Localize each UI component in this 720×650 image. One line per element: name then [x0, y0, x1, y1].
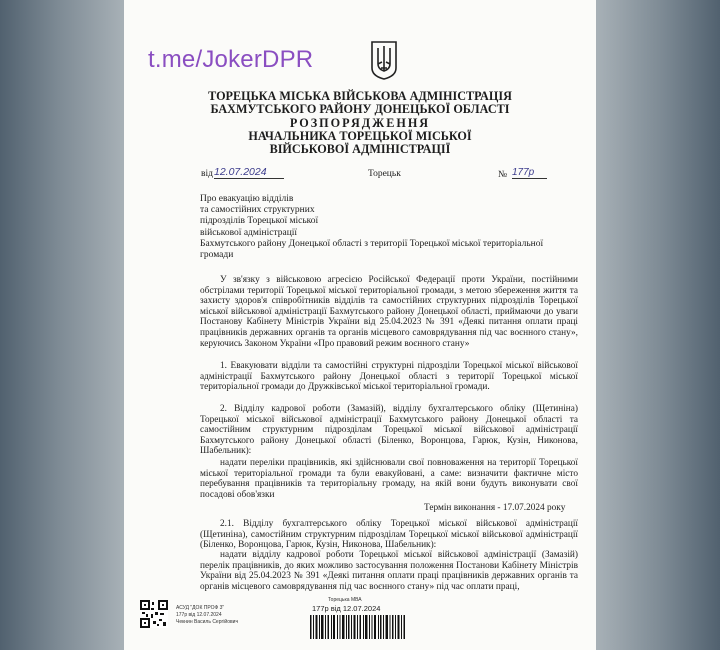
subject-line: підрозділів Торецької міської — [200, 216, 319, 227]
header-line-3: РОЗПОРЯДЖЕННЯ — [289, 116, 431, 130]
qr-code-icon — [140, 600, 168, 628]
date-label: від — [201, 169, 213, 179]
number-label: № — [498, 170, 508, 180]
paragraph-2-1: 2.1. Відділу бухгалтерського обліку Торецької міської військової адміністрації (Щетиніна), самостійним структурним підрозділам Торецької міської військової адміністрації (Біленко, Воронцова, Гарюк, Кузін, Никонова, Шабельник): — [200, 519, 578, 551]
subject-line: військової адміністрації — [200, 227, 298, 238]
registration-stamp — [176, 605, 238, 626]
stamp-number: 177р від 12.07.2024 — [176, 612, 222, 618]
paragraph-1: 1. Евакуювати відділи та самостійні структурні підрозділи Торецької міської військової адміністрації Бахмутського району Донецької області з території Торецької міської територіальної громади до Дружківської міської територіальної громади. — [200, 361, 578, 393]
document-page — [124, 0, 596, 650]
subject-line: Бахмутського району Донецької області з території Торецької міської територіальної — [200, 238, 544, 249]
deadline: Термін виконання - 17.07.2024 року — [424, 503, 566, 513]
stamp-system: АСУД "ДОК ПРОФ 3" — [176, 605, 225, 611]
header-line-1: ТОРЕЦЬКА МІСЬКА ВІЙСЬКОВА АДМІНІСТРАЦІЯ — [208, 89, 512, 103]
city: Торецьк — [368, 169, 401, 179]
stamp-signer: Чекнин Василь Сергійович — [176, 619, 239, 625]
trident-emblem-icon — [370, 38, 398, 80]
date-value: 12.07.2024 — [214, 166, 284, 179]
subject-line: громади — [200, 250, 234, 261]
subject-line: Про евакуацію відділів — [200, 194, 294, 204]
subject-line: та самостійних структурних — [200, 205, 315, 216]
watermark: t.me/JokerDPR — [148, 46, 314, 73]
paragraph-2-task: надати переліки працівників, які здійснювали свої повноваження на території Торецької міської територіальної громади та були евакуйовані, а саме: визначити фактичне місто перебування працівників та територіальну громаду, на якій вони будуть виконувати свої посадові обов'язки — [200, 458, 578, 500]
subject-block — [200, 194, 580, 261]
barcode-icon — [310, 615, 406, 639]
paragraph-2-1-task: надати відділу кадрової роботи Торецької міської військової адміністрації (Замазій) перелік працівників, до яких можливо застосування положення Постанови Кабінету Міністрів України від 25.04.2023 № 391 «Деякі питання оплати праці працівників державних органів та органів місцевого самоврядування під час воєнного стану» під час оплати праці, — [200, 550, 578, 592]
header-line-4: НАЧАЛЬНИКА ТОРЕЦЬКОЇ МІСЬКОЇ — [248, 129, 472, 143]
paragraph-2: 2. Відділу кадрової роботи (Замазій), відділу бухгалтерського обліку (Щетиніна) Торецької міської військової адміністрації Бахмутського району Донецької області та самостійним структурним підрозділам Торецької міської військової адміністрації Бахмутського району Донецької області (Біленко, Воронцова, Гарюк, Кузін, Никонова, Шабельник): — [200, 404, 578, 457]
header-line-2: БАХМУТСЬКОГО РАЙОНУ ДОНЕЦЬКОЇ ОБЛАСТІ — [210, 102, 510, 116]
header-line-5: ВІЙСЬКОВОЇ АДМІНІСТРАЦІЇ — [269, 142, 451, 156]
barcode-caption-org: Торецька МВА — [328, 597, 362, 603]
barcode-caption-number: 177р від 12.07.2024 — [312, 604, 381, 613]
number-value: 177р — [512, 167, 547, 179]
paragraph-preamble: У зв'язку з військовою агресією Російської Федерації проти України, постійними обстрілами території Торецької міської територіальної громади, з метою збереження життя та захисту здоров'я співробітників відділів та самостійних структурних підрозділів Торецької міської військової адміністрації Бахмутського району Донецької області, приймаючи до уваги Постанову Кабінету Міністрів України від 25.04.2023 № 391 «Деякі питання оплати праці працівників державних органів та органів місцевого самоврядування під час воєнного стану», керуючись Законом України «Про правовий режим воєнного стану» — [200, 275, 578, 349]
